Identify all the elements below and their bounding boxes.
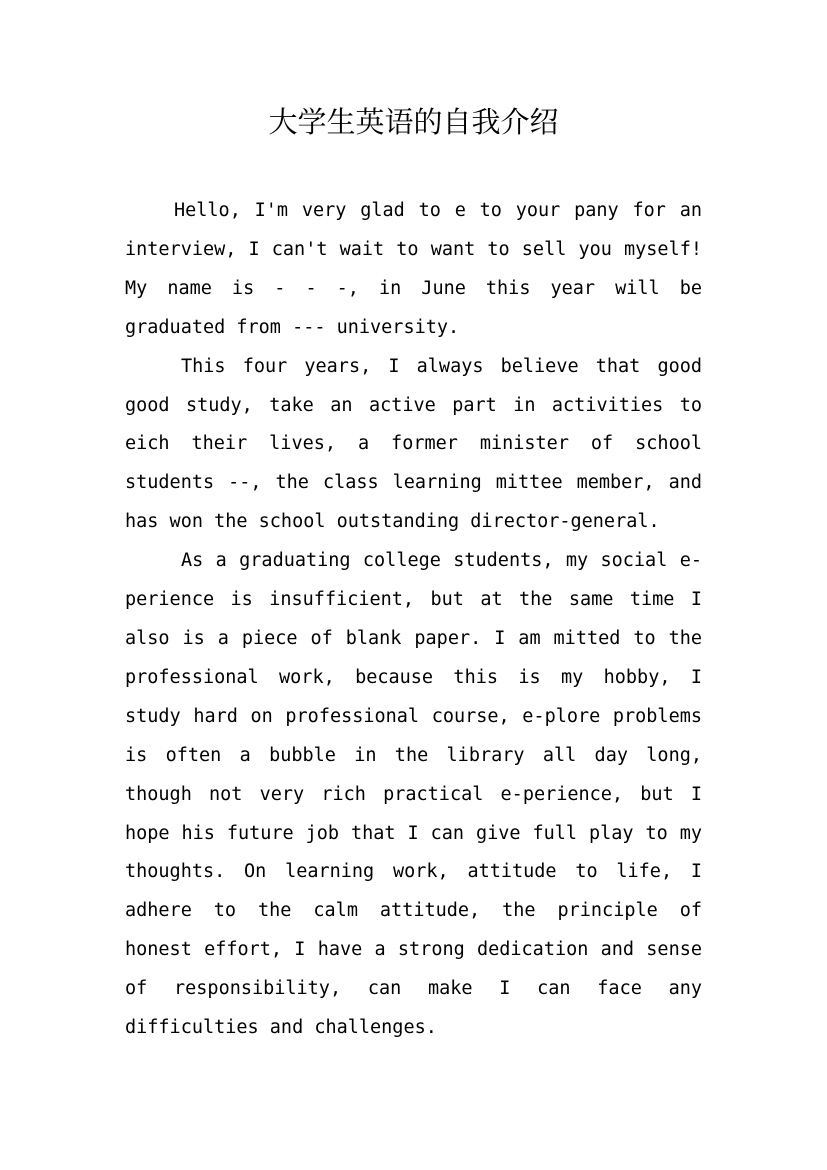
document-body (125, 192, 702, 1048)
paragraph-introduction: Hello, I'm very glad to e to your pany for an interview, I can't wait to want to sell you myself! My name is - - -, in June this year will be graduated from --- university. (125, 200, 702, 338)
page-title: 大学生英语的自我介绍 (268, 105, 559, 139)
paragraph-experience: As a graduating college students, my social e-perience is insufficient, but at the same time I also is a piece of blank paper. I am mitted to the professional work, because this is my hobby, I study hard on professional course, e-plore problems is often a bubble in the library all day long, though not very rich practical e-perience, but I hope his future job that I can give full play to my thoughts. On learning work, attitude to life, I adhere to the calm attitude, the principle of honest effort, I have a strong dedication and sense of responsibility, can make I can face any difficulties and challenges. (125, 550, 702, 1039)
paragraph-university-years: This four years, I always believe that good good study, take an active part in activities to eich their lives, a former minister of school students --, the class learning mittee member, and has won the school outstanding director-general. (125, 355, 702, 533)
